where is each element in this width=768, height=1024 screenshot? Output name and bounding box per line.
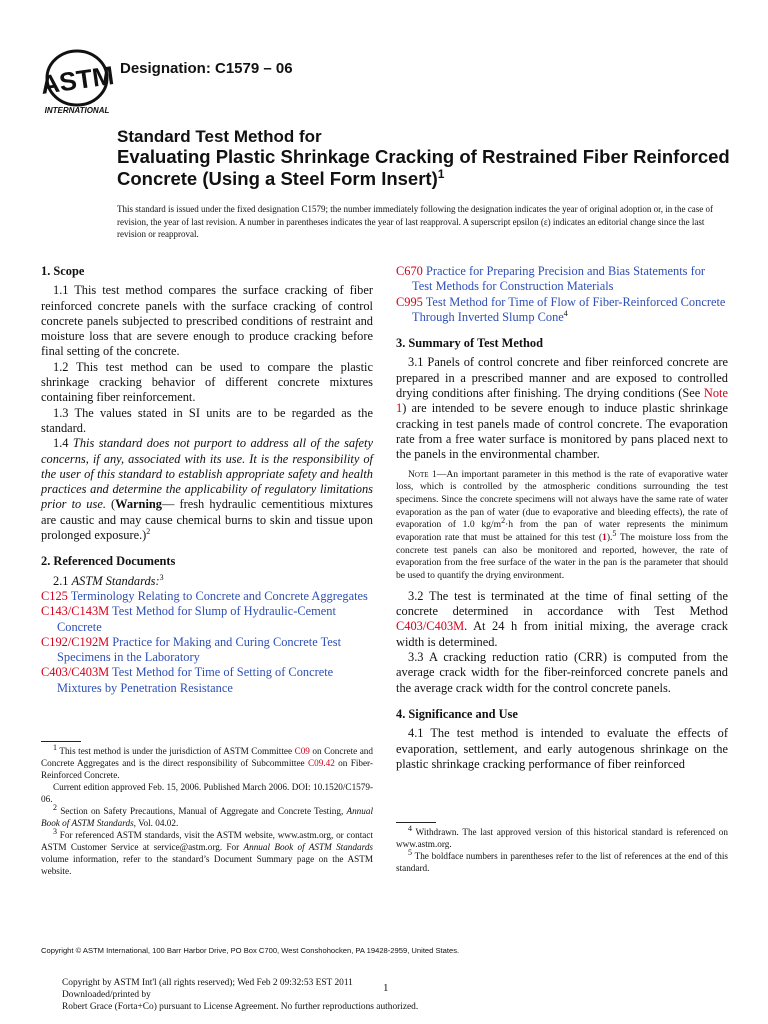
ref-title[interactable]: Test Method for Time of Flow of Fiber-Reinforced Concrete Through Inverted Slump Cone: [412, 294, 726, 324]
footnote-italic: Annual Book of ASTM Standards: [243, 842, 373, 852]
footnote-text: volume information, refer to the standard’s Document Summary page on the ASTM website.: [41, 854, 373, 876]
c403-link[interactable]: C403/C403M: [396, 619, 465, 634]
ref-code[interactable]: C192/C192M: [41, 634, 110, 649]
footnote-mark: 4: [408, 823, 412, 833]
document-title: [117, 146, 737, 190]
ref-item[interactable]: [41, 589, 373, 604]
ref-item[interactable]: [41, 635, 373, 666]
footnote-1-edition: Current edition approved Feb. 15, 2006. Published March 2006. DOI: 10.1520/C1579-06.: [41, 782, 373, 804]
footnote-mark: 1: [53, 742, 57, 752]
footnote-divider: [396, 822, 436, 823]
footnote-1: [41, 742, 373, 781]
footnote-ref-4: 4: [563, 308, 568, 318]
footnote-text: , Vol. 04.02.: [133, 818, 179, 828]
para-1-4-italic: This standard does not purport to address all of the safety concerns, if any, associated with its use. It is the responsibility of the user of this standard to establish appropriate safety and health practices and determine the applicability of regulatory limitations prior to use.: [41, 436, 373, 512]
ref-code[interactable]: C670: [396, 264, 423, 278]
footnote-text: The boldface numbers in parentheses refer to the list of references at the end of this standard.: [396, 851, 728, 873]
para-1-4-number: 1.4: [53, 436, 69, 451]
footnote-mark: 5: [408, 847, 412, 857]
logo-subtext: INTERNATIONAL: [44, 106, 110, 115]
para-4-1: 4.1 The test method is intended to evaluate the effects of evaporation, settlement, and early autogenous shrinkage on the plastic shrinkage cracking performance of fiber reinforced: [396, 726, 728, 771]
title-prefix: Standard Test Method for: [117, 127, 322, 146]
note-1-link[interactable]: Note 1: [396, 386, 728, 416]
ref-item[interactable]: [41, 604, 373, 635]
ref-title[interactable]: Test Method for Slump of Hydraulic-Cement Concrete: [57, 604, 336, 634]
ref-title[interactable]: Practice for Making and Curing Concrete Test Specimens in the Laboratory: [57, 634, 342, 665]
footnote-mark: 2: [53, 802, 57, 812]
title-footnote-mark: 1: [437, 166, 445, 181]
footnote-text: on Fiber-Reinforced Concrete.: [41, 758, 373, 780]
ref-code[interactable]: C995: [396, 294, 423, 309]
footnote-text: For referenced ASTM standards, visit the ASTM website, www.astm.org, or contact ASTM Customer Service at service@astm.org. For: [41, 830, 373, 852]
ref-code[interactable]: C125: [41, 588, 68, 603]
download-line-1: Copyright by ASTM Int'l (all rights reserved); Wed Feb 2 09:32:53 EST 2011: [62, 978, 353, 988]
para-3-2: [396, 589, 728, 650]
note-text: 1—An important parameter in this method is the rate of evaporative water loss, which is controlled by the atmospheric conditions surrounding the test specimens. Since the concrete specimens will not always have the same rate of water evaporation as the pan of water (due to evaporative and bleeding effects), the rate of evaporation of 1.0 kg/m: [396, 468, 728, 531]
para-1-4: [41, 436, 373, 543]
ref-item[interactable]: [396, 264, 728, 295]
left-column: [41, 264, 373, 696]
referenced-heading: 2. Referenced Documents: [41, 554, 176, 569]
note-text: The moisture loss from the concrete test panels can also be monitored and reported, however, the rate of evaporation from the free surface of the water in the pan is the parameter that should be used to quantify the drying environment.: [396, 532, 728, 582]
footnote-divider: [41, 741, 81, 742]
designation: Designation: C1579 – 06: [120, 60, 293, 77]
download-line-3: Robert Grace (Forta+Co) pursuant to License Agreement. No further reproductions authorized.: [62, 1002, 419, 1012]
download-notice: [62, 977, 418, 1013]
para-3-3: 3.3 A cracking reduction ratio (CRR) is computed from the average crack width for the fiber-reinforced concrete panels and the average crack width for the control concrete panels.: [396, 650, 728, 695]
ref-code[interactable]: C143/C143M: [41, 604, 110, 619]
footnote-text: on Concrete and Concrete Aggregates and is the direct responsibility of Subcommittee: [41, 746, 373, 768]
ref-title[interactable]: Practice for Preparing Precision and Bias Statements for Test Methods for Construction Materials: [412, 264, 706, 294]
astm-standards-sub: [41, 574, 373, 589]
logo-text: ASTM: [38, 59, 116, 100]
para-text: ) are intended to be severe enough to induce plastic shrinkage cracking in test panels made of control concrete. The evaporation rate from a free water surface is monitored by pans placed next to the panels in the environmental chamber.: [396, 401, 728, 462]
para-1-2: 1.2 This test method can be used to compare the plastic shrinkage cracking behavior of different concrete mixtures containing fiber reinforcement.: [41, 359, 373, 405]
title-main: Evaluating Plastic Shrinkage Cracking of Restrained Fiber Reinforced Concrete (Using a Steel Form Insert): [117, 146, 730, 189]
page-number: 1: [383, 982, 389, 994]
committee-link[interactable]: C09: [294, 746, 310, 756]
footnote-text: Withdrawn. The last approved version of this historical standard is referenced on www.astm.org.: [396, 827, 728, 849]
footnotes-left: [41, 742, 373, 877]
issuance-notice: This standard is issued under the fixed designation C1579; the number immediately following the designation indicates the year of original adoption or, in the case of revision, the year of last revision. A number in parentheses indicates the year of last reapproval. A superscript epsilon (ε) indicates an editorial change since the last revision or reapproval.: [117, 204, 713, 239]
para-1-4-paren: (: [111, 497, 116, 512]
note-text: ·h from the pan of water represents the minimum evaporation rate that must be attained for this test (: [396, 519, 729, 544]
footnote-5: [396, 847, 728, 874]
scope-heading: 1. Scope: [41, 264, 85, 278]
sub-number: 2.1: [53, 573, 69, 588]
ref-title[interactable]: Test Method for Time of Setting of Concrete Mixtures by Penetration Resistance: [57, 665, 334, 695]
footnote-text: Section on Safety Precautions, Manual of Aggregate and Concrete Testing,: [57, 806, 347, 816]
footnote-mark: 3: [53, 826, 57, 836]
footnote-2: [41, 802, 373, 829]
sub-label: ASTM Standards:: [71, 573, 160, 588]
ref-item[interactable]: [41, 665, 373, 696]
footnote-ref-2: 2: [146, 526, 151, 536]
summary-heading: 3. Summary of Test Method: [396, 336, 543, 351]
para-text: 3.2 The test is terminated at the time of final setting of the concrete determined in accordance with Test Method: [396, 588, 728, 619]
para-text: . At 24 h from initial mixing, the average crack width is determined.: [396, 619, 728, 649]
right-column: [396, 264, 728, 772]
para-1-1: 1.1 This test method compares the surface cracking of fiber reinforced concrete panels with the surface cracking of control concrete panels subjected to prescribed conditions of restraint and moisture loss that are severe enough to produce cracking before final setting of the concrete.: [41, 283, 373, 359]
significance-heading: 4. Significance and Use: [396, 706, 518, 721]
para-1-4-rest: — fresh hydraulic cementitious mixtures are caustic and may cause chemical burns to skin and tissue upon prolonged exposure.): [41, 497, 373, 543]
ref-item[interactable]: [396, 295, 728, 326]
ref-code[interactable]: C403/C403M: [41, 665, 110, 680]
warning-label: Warning: [115, 497, 162, 512]
footnote-ref-5: 5: [612, 528, 617, 538]
footnote-italic: Annual Book of ASTM Standards: [41, 806, 373, 828]
footnote-ref-3: 3: [159, 572, 164, 582]
superscript: 2: [501, 516, 506, 526]
note-1: [396, 469, 728, 583]
subcommittee-link[interactable]: C09.42: [308, 758, 335, 768]
footnote-4: [396, 823, 728, 850]
astm-logo-icon: [38, 48, 116, 116]
copyright-line: Copyright © ASTM International, 100 Barr Harbor Drive, PO Box C700, West Conshohocken, PA 19428-2959, United States.: [41, 946, 460, 955]
ref-title[interactable]: Terminology Relating to Concrete and Concrete Aggregates: [70, 588, 368, 603]
footnotes-right: [396, 823, 728, 874]
para-3-1: [396, 355, 728, 462]
footnote-text: This test method is under the jurisdiction of ASTM Committee: [57, 746, 295, 756]
footnote-3: [41, 826, 373, 877]
download-line-2: Downloaded/printed by: [62, 990, 151, 1000]
reference-link[interactable]: 1: [602, 532, 607, 544]
para-text: 3.1 Panels of control concrete and fiber reinforced concrete are prepared in a prescribed manner and are exposed to controlled drying conditions after finishing. The drying conditions (See: [396, 355, 728, 401]
note-label: Note: [408, 468, 429, 480]
note-text: ).: [606, 532, 613, 544]
para-1-3: 1.3 The values stated in SI units are to be regarded as the standard.: [41, 405, 373, 435]
astm-logo: [38, 48, 116, 116]
